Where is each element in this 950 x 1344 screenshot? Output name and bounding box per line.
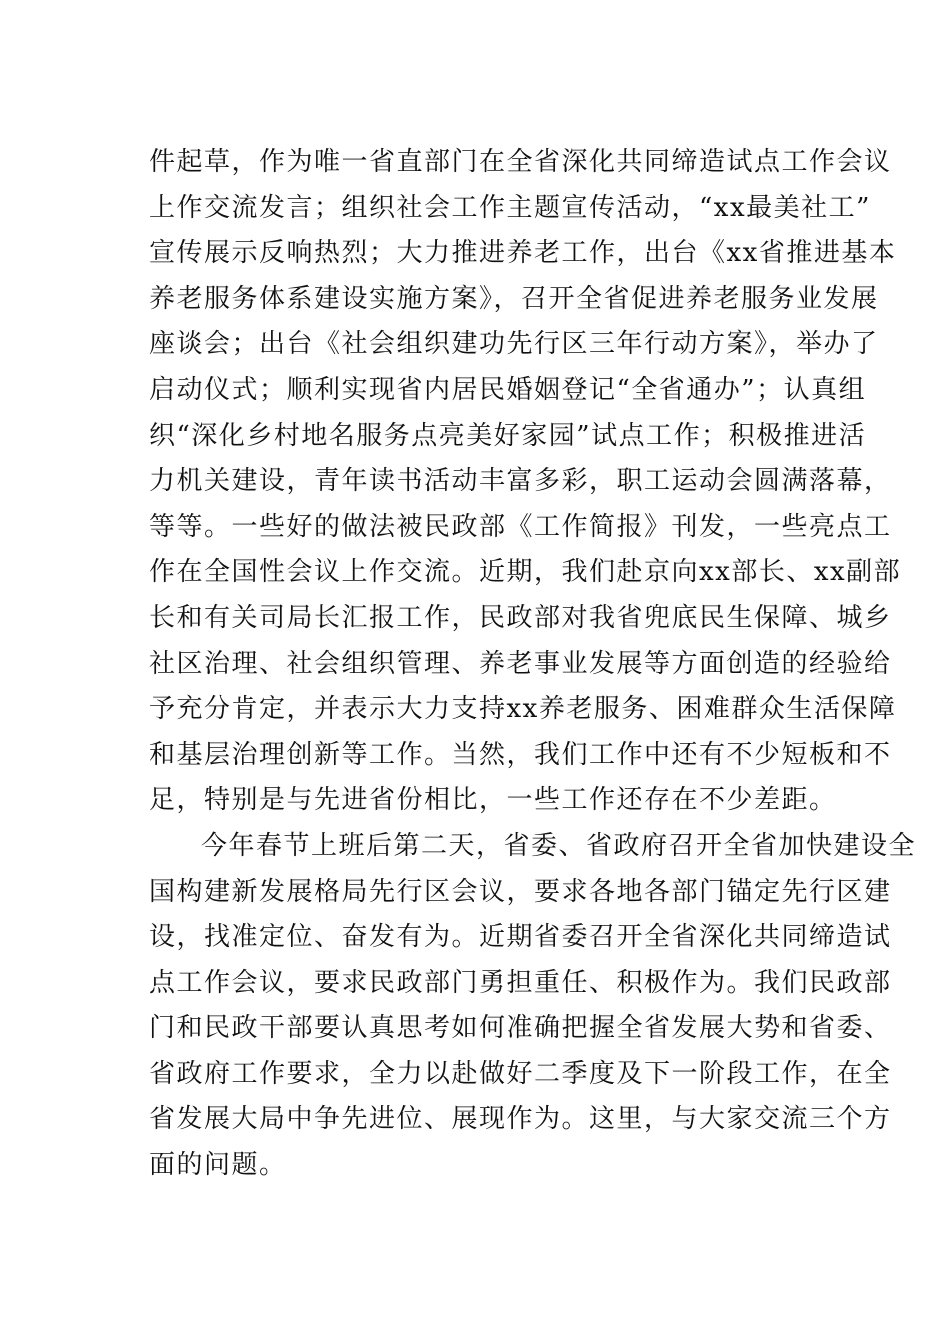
text-line: 省发展大局中争先进位、展现作为。这里，与大家交流三个方 xyxy=(149,1104,892,1135)
text-line: 社区治理、社会组织管理、养老事业发展等方面创造的经验给 xyxy=(149,648,892,679)
text-line: 面的问题。 xyxy=(149,1150,287,1181)
text-line: 今年春节上班后第二天，省委、省政府召开全省加快建设全 xyxy=(201,830,917,861)
text-line: 件起草，作为唯一省直部门在全省深化共同缔造试点工作会议 xyxy=(149,147,892,177)
text-line: 座谈会；出台《社会组织建功先行区三年行动方案》，举办了 xyxy=(149,329,879,360)
text-line: 足，特别是与先进省份相比，一些工作还存在不少差距。 xyxy=(149,785,837,816)
text-line: 省政府工作要求，全力以赴做好二季度及下一阶段工作，在全 xyxy=(149,1058,892,1089)
text-line: 予充分肯定，并表示大力支持xx养老服务、困难群众生活保障 xyxy=(149,694,897,725)
text-line: 作在全国性会议上作交流。近期，我们赴京向xx部长、xx副部 xyxy=(149,557,902,588)
text-line: 启动仪式；顺利实现省内居民婚姻登记“全省通办”；认真组 xyxy=(149,374,867,405)
text-line: 设，找准定位、奋发有为。近期省委召开全省深化共同缔造试 xyxy=(149,922,892,953)
text-line: 养老服务体系建设实施方案》，召开全省促进养老服务业发展 xyxy=(149,283,879,314)
text-line: 等等。一些好的做法被民政部《工作简报》刊发，一些亮点工 xyxy=(149,511,892,542)
document-body xyxy=(149,140,917,1189)
text-line: 国构建新发展格局先行区会议，要求各地各部门锚定先行区建 xyxy=(149,876,892,907)
paragraph-1 xyxy=(149,140,902,824)
text-line: 长和有关司局长汇报工作，民政部对我省兜底民生保障、城乡 xyxy=(149,602,892,633)
text-line: 门和民政干部要认真思考如何准确把握全省发展大势和省委、 xyxy=(149,1013,892,1044)
text-line: 织“深化乡村地名服务点亮美好家园”试点工作；积极推进活 xyxy=(149,420,867,451)
text-line: 宣传展示反响热烈；大力推进养老工作，出台《xx省推进基本 xyxy=(149,238,897,269)
text-line: 力机关建设，青年读书活动丰富多彩，职工运动会圆满落幕， xyxy=(149,466,892,497)
text-line: 上作交流发言；组织社会工作主题宣传活动，“xx最美社工” xyxy=(149,192,871,223)
text-line: 和基层治理创新等工作。当然，我们工作中还有不少短板和不 xyxy=(149,739,892,770)
text-line: 点工作会议，要求民政部门勇担重任、积极作为。我们民政部 xyxy=(149,967,892,998)
paragraph-2 xyxy=(149,824,917,1189)
